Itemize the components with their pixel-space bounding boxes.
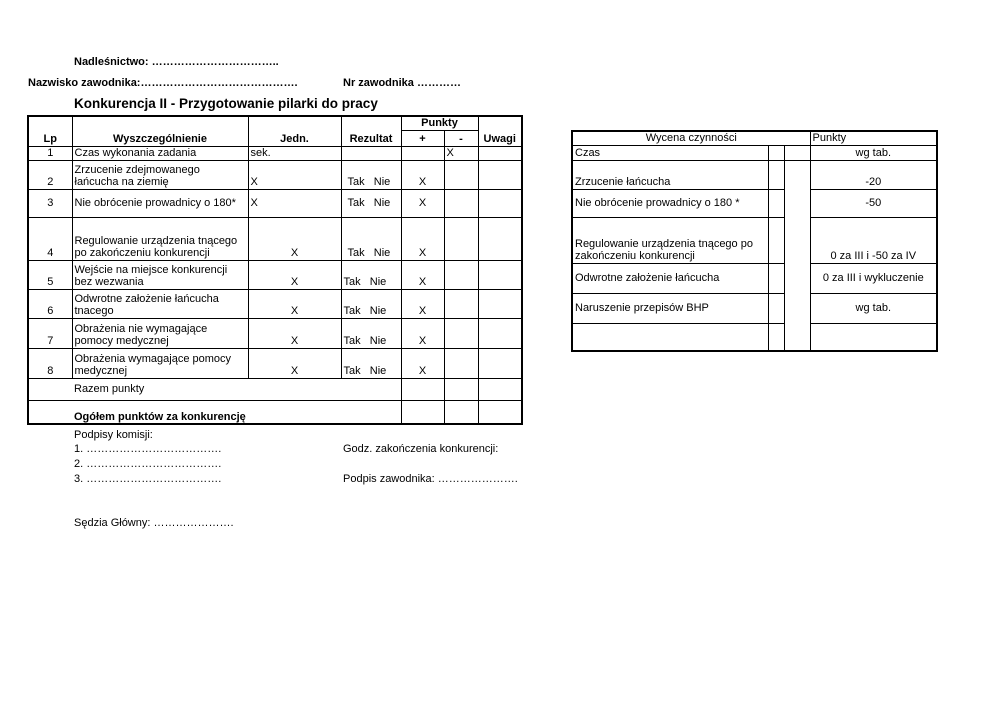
row-lp: 8 <box>28 348 72 378</box>
row-minus <box>444 217 478 260</box>
ogolem-row <box>28 400 522 424</box>
side-row-label: Czas <box>572 145 768 160</box>
table-row <box>28 348 522 378</box>
side-row-value: 0 za III i wykluczenie <box>810 263 937 293</box>
row-minus: X <box>444 146 478 160</box>
row-description <box>72 348 248 378</box>
row-uwagi <box>478 146 522 160</box>
row-minus <box>444 160 478 189</box>
row-lp: 2 <box>28 160 72 189</box>
row-uwagi <box>478 160 522 189</box>
col-uwagi: Uwagi <box>478 130 522 146</box>
row-rezultat: Tak Nie <box>341 289 401 318</box>
row-description: Czas wykonania zadania <box>72 146 248 160</box>
row-uwagi <box>478 289 522 318</box>
row-rezultat: Tak Nie <box>341 260 401 289</box>
row-rezultat: Tak Nie <box>341 217 401 260</box>
row-uwagi <box>478 348 522 378</box>
row-uwagi <box>478 260 522 289</box>
table-row <box>28 217 522 260</box>
row-rezultat: Tak Nie <box>341 189 401 217</box>
row-uwagi <box>478 318 522 348</box>
row-description <box>72 260 248 289</box>
row-rezultat: Tak Nie <box>341 160 401 189</box>
podpis-3: 3. ………………………………. <box>74 473 222 485</box>
wycena-table <box>571 130 938 352</box>
row-minus <box>444 189 478 217</box>
row-description-line1: Regulowanie urządzenia tnącego <box>74 234 238 247</box>
row-jedn: X <box>248 289 341 318</box>
razem-row <box>28 378 522 400</box>
row-plus: X <box>401 318 444 348</box>
row-description <box>72 217 248 260</box>
row-plus: X <box>401 289 444 318</box>
table-row <box>572 217 937 263</box>
row-description-line1: Obrażenia wymagające pomocy <box>74 352 232 365</box>
row-jedn: X <box>248 189 341 217</box>
side-row-label-line2: zakończeniu konkurencji <box>575 250 695 262</box>
godz-zakonczenia-label: Godz. zakończenia konkurencji: <box>343 443 499 455</box>
row-lp: 7 <box>28 318 72 348</box>
row-description-line2: tnacego <box>74 305 114 317</box>
table-row <box>572 145 937 160</box>
col-jedn: Jedn. <box>248 130 341 146</box>
podpisy-komisji-label: Podpisy komisji: <box>74 429 153 441</box>
col-punkty-side: Punkty <box>810 131 937 145</box>
row-minus <box>444 348 478 378</box>
row-plus: X <box>401 217 444 260</box>
podpis-zawodnika-field: Podpis zawodnika: …………………. <box>343 473 518 485</box>
row-description-line1: Odwrotne założenie łańcucha <box>74 292 219 305</box>
page-title: Konkurencja II - Przygotowanie pilarki do pracy <box>74 96 378 111</box>
row-minus <box>444 318 478 348</box>
row-plus: X <box>401 189 444 217</box>
table-row <box>572 293 937 323</box>
row-jedn: X <box>248 318 341 348</box>
razem-punkty-label: Razem punkty <box>72 378 401 400</box>
row-description-line2: po zakończeniu konkurencji <box>74 247 210 259</box>
col-lp: Lp <box>28 130 72 146</box>
table-row <box>572 263 937 293</box>
table-row <box>572 189 937 217</box>
table-row-empty <box>572 323 937 351</box>
row-lp: 5 <box>28 260 72 289</box>
col-plus: + <box>401 130 444 146</box>
nazwisko-zawodnika-field: Nazwisko zawodnika:……………………………………. <box>28 77 298 89</box>
row-uwagi <box>478 189 522 217</box>
row-lp: 1 <box>28 146 72 160</box>
row-description-line1: Wejście na miejsce konkurencji <box>74 263 228 276</box>
side-header-row <box>572 131 937 145</box>
row-jedn: X <box>248 217 341 260</box>
row-jedn: X <box>248 260 341 289</box>
col-punkty: Punkty <box>401 116 478 130</box>
row-description-line2: pomocy medycznej <box>74 335 169 347</box>
header-row <box>28 130 522 146</box>
row-description-line2: medycznej <box>74 365 128 377</box>
side-row-value: 0 za III i -50 za IV <box>810 217 937 263</box>
side-row-label-line1: Regulowanie urządzenia tnącego po <box>575 237 753 250</box>
row-lp: 6 <box>28 289 72 318</box>
row-minus <box>444 289 478 318</box>
table-row <box>28 260 522 289</box>
side-row-value: wg tab. <box>810 145 937 160</box>
row-lp: 4 <box>28 217 72 260</box>
sedzia-glowny-field: Sędzia Główny: …………………. <box>74 517 234 529</box>
podpis-2: 2. ………………………………. <box>74 458 222 470</box>
row-plus: X <box>401 260 444 289</box>
main-scoring-table <box>27 115 523 425</box>
ogolem-punktow-label: Ogółem punktów za konkurencję <box>72 400 401 424</box>
nr-zawodnika-field: Nr zawodnika ………… <box>343 77 461 89</box>
row-description-line1: Obrażenia nie wymagające <box>74 322 208 335</box>
col-minus: - <box>444 130 478 146</box>
side-row-label: Zrzucenie łańcucha <box>572 160 768 189</box>
row-jedn: X <box>248 348 341 378</box>
table-row <box>28 318 522 348</box>
row-jedn: X <box>248 160 341 189</box>
row-description-line1: Zrzucenie zdejmowanego <box>74 163 200 176</box>
side-row-value: wg tab. <box>810 293 937 323</box>
side-row-label: Naruszenie przepisów BHP <box>572 293 768 323</box>
table-row <box>28 289 522 318</box>
table-row <box>28 160 522 189</box>
row-uwagi <box>478 217 522 260</box>
row-description: Nie obrócenie prowadnicy o 180* <box>72 189 248 217</box>
row-plus <box>401 146 444 160</box>
table-row <box>28 146 522 160</box>
side-row-value: -20 <box>810 160 937 189</box>
table-row <box>28 189 522 217</box>
podpis-1: 1. ………………………………. <box>74 443 222 455</box>
row-rezultat: Tak Nie <box>341 318 401 348</box>
row-rezultat: Tak Nie <box>341 348 401 378</box>
table-row <box>572 160 937 189</box>
row-plus: X <box>401 160 444 189</box>
side-row-value: -50 <box>810 189 937 217</box>
side-row-label: Odwrotne założenie łańcucha <box>572 263 768 293</box>
nadlesnictwo-field: Nadleśnictwo: …………………………….. <box>74 56 279 68</box>
row-description <box>72 289 248 318</box>
side-row-label <box>572 217 768 263</box>
row-minus <box>444 260 478 289</box>
row-lp: 3 <box>28 189 72 217</box>
row-rezultat <box>341 146 401 160</box>
col-rezultat: Rezultat <box>341 130 401 146</box>
col-wyszczegolnienie: Wyszczególnienie <box>72 130 248 146</box>
side-row-label: Nie obrócenie prowadnicy o 180 * <box>572 189 768 217</box>
row-jedn: sek. <box>248 146 341 160</box>
row-description-line2: bez wezwania <box>74 276 144 288</box>
col-wycena: Wycena czynności <box>572 131 810 145</box>
row-plus: X <box>401 348 444 378</box>
header-row-top <box>28 116 522 130</box>
row-description <box>72 318 248 348</box>
row-description <box>72 160 248 189</box>
row-description-line2: łańcucha na ziemię <box>74 176 169 188</box>
